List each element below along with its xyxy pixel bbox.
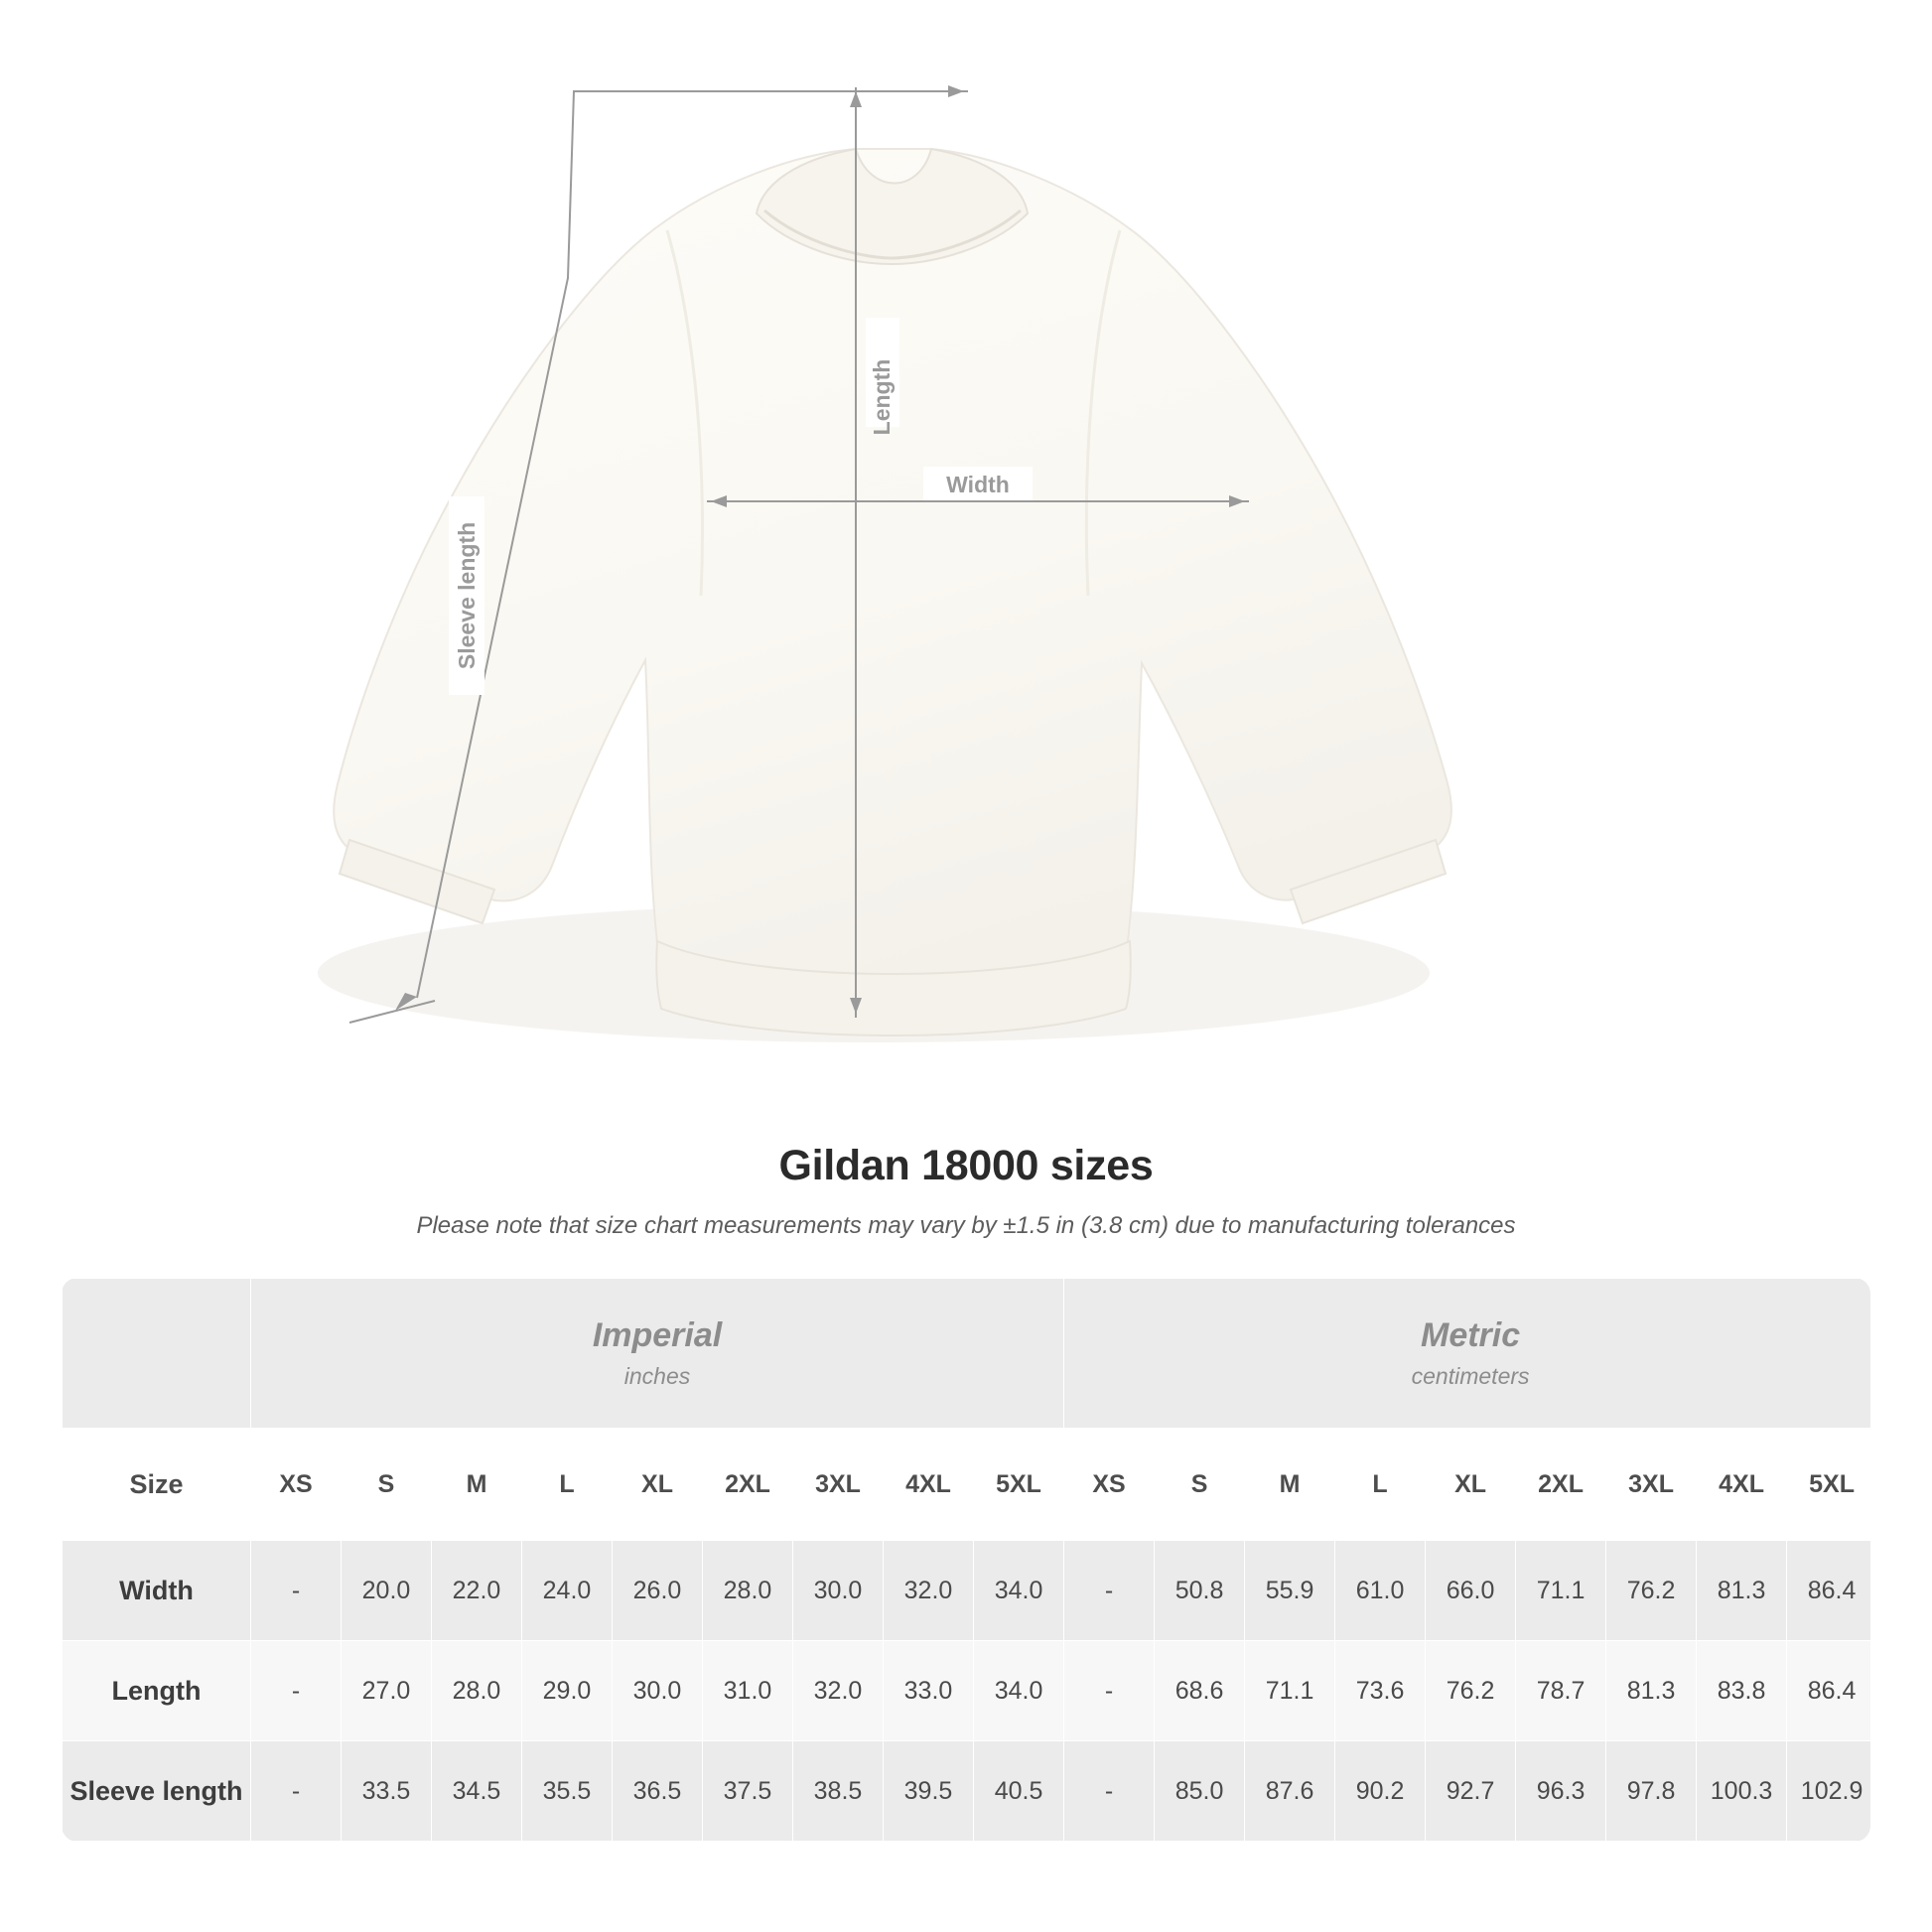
size-header-metric-s: S — [1155, 1429, 1245, 1541]
size-header-imperial-s: S — [342, 1429, 432, 1541]
cell-sleeve-met-1: 85.0 — [1155, 1741, 1245, 1842]
size-header-imperial-2xl: 2XL — [703, 1429, 793, 1541]
cell-length-met-4: 76.2 — [1426, 1641, 1516, 1741]
cell-length-met-5: 78.7 — [1516, 1641, 1606, 1741]
cell-width-met-6: 76.2 — [1606, 1541, 1697, 1641]
size-header-metric-xs: XS — [1064, 1429, 1155, 1541]
cell-sleeve-met-4: 92.7 — [1426, 1741, 1516, 1842]
row-label-width: Width — [63, 1541, 251, 1641]
cell-length-met-1: 68.6 — [1155, 1641, 1245, 1741]
size-header-imperial-xs: XS — [251, 1429, 342, 1541]
cell-sleeve-met-5: 96.3 — [1516, 1741, 1606, 1842]
cell-width-met-4: 66.0 — [1426, 1541, 1516, 1641]
cell-length-imp-3: 29.0 — [522, 1641, 613, 1741]
cell-length-imp-7: 33.0 — [884, 1641, 974, 1741]
cell-length-met-6: 81.3 — [1606, 1641, 1697, 1741]
table-row — [63, 1741, 1871, 1842]
cell-sleeve-imp-8: 40.5 — [974, 1741, 1064, 1842]
cell-length-imp-5: 31.0 — [703, 1641, 793, 1741]
cell-sleeve-met-7: 100.3 — [1697, 1741, 1787, 1842]
unit-header-row — [63, 1279, 1871, 1429]
cell-sleeve-met-6: 97.8 — [1606, 1741, 1697, 1842]
cell-length-met-3: 73.6 — [1335, 1641, 1426, 1741]
cell-sleeve-met-2: 87.6 — [1245, 1741, 1335, 1842]
cell-width-imp-1: 20.0 — [342, 1541, 432, 1641]
cell-length-imp-6: 32.0 — [793, 1641, 884, 1741]
size-header-imperial-3xl: 3XL — [793, 1429, 884, 1541]
cell-sleeve-imp-4: 36.5 — [613, 1741, 703, 1842]
size-header-metric-2xl: 2XL — [1516, 1429, 1606, 1541]
size-header-metric-3xl: 3XL — [1606, 1429, 1697, 1541]
size-header-imperial-m: M — [432, 1429, 522, 1541]
cell-width-imp-4: 26.0 — [613, 1541, 703, 1641]
table-row — [63, 1541, 1871, 1641]
cell-sleeve-imp-5: 37.5 — [703, 1741, 793, 1842]
size-header-imperial-4xl: 4XL — [884, 1429, 974, 1541]
cell-width-imp-6: 30.0 — [793, 1541, 884, 1641]
unit-metric-sub: centimeters — [1411, 1363, 1530, 1389]
cell-width-met-5: 71.1 — [1516, 1541, 1606, 1641]
cell-sleeve-imp-2: 34.5 — [432, 1741, 522, 1842]
cell-sleeve-imp-1: 33.5 — [342, 1741, 432, 1842]
table-row — [63, 1641, 1871, 1741]
title-block — [0, 1142, 1932, 1240]
cell-length-imp-4: 30.0 — [613, 1641, 703, 1741]
size-header-label: Size — [63, 1429, 251, 1541]
size-header-metric-4xl: 4XL — [1697, 1429, 1787, 1541]
row-label-sleeve-length: Sleeve length — [63, 1741, 251, 1842]
unit-imperial-cell — [251, 1279, 1064, 1429]
size-header-metric-m: M — [1245, 1429, 1335, 1541]
unit-spacer-cell — [63, 1279, 251, 1429]
size-header-metric-5xl: 5XL — [1787, 1429, 1870, 1541]
cell-sleeve-imp-0: - — [251, 1741, 342, 1842]
cell-sleeve-imp-6: 38.5 — [793, 1741, 884, 1842]
cell-width-met-1: 50.8 — [1155, 1541, 1245, 1641]
cell-width-met-2: 55.9 — [1245, 1541, 1335, 1641]
cell-width-met-7: 81.3 — [1697, 1541, 1787, 1641]
cell-sleeve-met-0: - — [1064, 1741, 1155, 1842]
cell-width-met-8: 86.4 — [1787, 1541, 1870, 1641]
unit-metric-cell — [1064, 1279, 1870, 1429]
unit-metric-name: Metric — [1421, 1316, 1521, 1354]
length-label: Length — [869, 358, 895, 436]
row-label-length: Length — [63, 1641, 251, 1741]
cell-width-imp-5: 28.0 — [703, 1541, 793, 1641]
size-header-imperial-xl: XL — [613, 1429, 703, 1541]
size-table — [62, 1278, 1870, 1842]
cell-sleeve-met-8: 102.9 — [1787, 1741, 1870, 1842]
tolerance-note: Please note that size chart measurements may vary by ±1.5 in (3.8 cm) due to manufacturing tolerances — [416, 1212, 1516, 1239]
cell-length-imp-8: 34.0 — [974, 1641, 1064, 1741]
size-header-imperial-l: L — [522, 1429, 613, 1541]
unit-imperial-sub: inches — [623, 1363, 691, 1389]
cell-length-imp-0: - — [251, 1641, 342, 1741]
unit-imperial-name: Imperial — [592, 1316, 723, 1354]
size-header-row — [63, 1429, 1871, 1541]
page-title: Gildan 18000 sizes — [778, 1142, 1154, 1189]
size-table-wrapper — [62, 1278, 1870, 1842]
size-header-imperial-5xl: 5XL — [974, 1429, 1064, 1541]
cell-sleeve-imp-7: 39.5 — [884, 1741, 974, 1842]
cell-sleeve-met-3: 90.2 — [1335, 1741, 1426, 1842]
cell-length-met-8: 86.4 — [1787, 1641, 1870, 1741]
cell-length-met-2: 71.1 — [1245, 1641, 1335, 1741]
cell-width-imp-0: - — [251, 1541, 342, 1641]
cell-length-met-7: 83.8 — [1697, 1641, 1787, 1741]
width-label: Width — [946, 472, 1010, 497]
cell-length-imp-2: 28.0 — [432, 1641, 522, 1741]
sleeve-length-label: Sleeve length — [454, 521, 480, 670]
size-header-metric-xl: XL — [1426, 1429, 1516, 1541]
cell-length-imp-1: 27.0 — [342, 1641, 432, 1741]
cell-sleeve-imp-3: 35.5 — [522, 1741, 613, 1842]
cell-width-met-0: - — [1064, 1541, 1155, 1641]
cell-width-met-3: 61.0 — [1335, 1541, 1426, 1641]
cell-width-imp-3: 24.0 — [522, 1541, 613, 1641]
size-header-metric-l: L — [1335, 1429, 1426, 1541]
cell-width-imp-2: 22.0 — [432, 1541, 522, 1641]
cell-width-imp-8: 34.0 — [974, 1541, 1064, 1641]
cell-width-imp-7: 32.0 — [884, 1541, 974, 1641]
cell-length-met-0: - — [1064, 1641, 1155, 1741]
